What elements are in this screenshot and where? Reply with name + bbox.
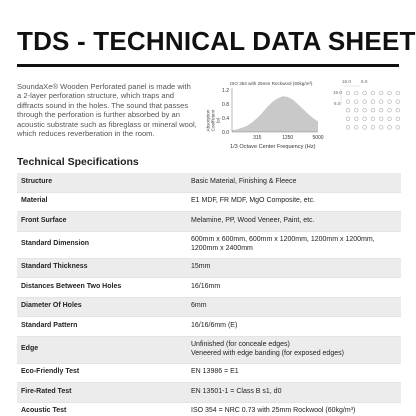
spec-value <box>191 368 401 377</box>
perforation-hole <box>354 91 358 95</box>
perforation-hole <box>346 108 350 112</box>
spec-value-line: 1200mm x 2400mm <box>191 244 253 252</box>
spec-value <box>191 302 401 311</box>
spec-value-line: EN 13501-1 = Class B s1, d0 <box>191 387 282 395</box>
chart-y-tick-label: 0.0 <box>222 129 229 136</box>
spec-value <box>191 283 401 292</box>
spec-value-line: Melamine, PP, Wood Veneer, Paint, etc. <box>191 216 315 224</box>
perforation-hole <box>371 126 375 130</box>
perforation-hole <box>363 117 367 121</box>
perforation-hole <box>371 117 375 121</box>
spec-label: Acoustic Test <box>21 407 67 415</box>
perforation-hole <box>371 100 375 104</box>
spec-value-line: E1 MDF, FR MDF, MgO Composite, etc. <box>191 197 316 205</box>
perforation-hole <box>388 126 392 130</box>
perforation-hole <box>388 117 392 121</box>
perforation-hole <box>354 126 358 130</box>
chart-y-tick-label: 0.8 <box>222 101 229 108</box>
chart-x-axis-label: 1/3 Octave Center Frequency (Hz) <box>230 144 316 150</box>
spec-row <box>17 173 401 193</box>
perforation-pattern-diagram <box>335 80 407 136</box>
chart-y-tick-label: 0.4 <box>222 115 229 122</box>
perforation-hole <box>346 117 350 121</box>
spec-label: Standard Pattern <box>21 321 78 329</box>
spec-value-line: 600mm x 600mm, 600mm x 1200mm, 1200mm x 1200mm, <box>191 235 375 243</box>
perforation-hole <box>363 126 367 130</box>
pattern-spacing-label: 16.0 <box>342 79 351 84</box>
perforation-hole <box>379 100 383 104</box>
spec-row <box>17 278 401 298</box>
perforation-hole <box>396 126 400 130</box>
perforation-hole <box>346 126 350 130</box>
absorption-chart <box>200 78 324 158</box>
perforation-hole <box>379 91 383 95</box>
spec-row <box>17 383 401 403</box>
perforation-hole <box>396 91 400 95</box>
perforation-hole <box>354 108 358 112</box>
chart-x-tick-label: 315 <box>253 135 262 141</box>
perforation-hole <box>371 108 375 112</box>
spec-row <box>17 364 401 384</box>
spec-row <box>17 232 401 259</box>
spec-label: Edge <box>21 345 39 353</box>
spec-value-line: EN 13986 = E1 <box>191 368 239 376</box>
perforation-hole <box>379 126 383 130</box>
spec-label: Standard Thickness <box>21 263 88 271</box>
spec-label: Front Surface <box>21 216 67 224</box>
spec-value <box>191 217 401 226</box>
perforation-hole <box>396 100 400 104</box>
perforation-hole <box>354 100 358 104</box>
pattern-hole-label: 6.0 <box>361 79 368 84</box>
pattern-side-spacing-label: 16.0 <box>333 90 342 95</box>
spec-row <box>17 298 401 318</box>
spec-value <box>191 341 401 358</box>
spec-value-line: Unfinished (for conceale edges) <box>191 340 290 348</box>
perforation-holes-grid <box>335 80 407 136</box>
spec-label: Fire-Rated Test <box>21 387 72 395</box>
chart-y-tick-label: 1.2 <box>222 87 229 94</box>
perforation-hole <box>371 91 375 95</box>
spec-value <box>191 388 401 397</box>
spec-label: Eco-Friendly Test <box>21 368 80 376</box>
title-underline <box>17 64 399 67</box>
perforation-hole <box>379 117 383 121</box>
perforation-hole <box>388 91 392 95</box>
perforation-hole <box>346 100 350 104</box>
perforation-hole <box>388 100 392 104</box>
spec-label: Distances Between Two Holes <box>21 282 122 290</box>
spec-value-line: 6mm <box>191 302 207 310</box>
spec-row <box>17 403 401 416</box>
spec-value <box>191 407 401 416</box>
perforation-hole <box>363 108 367 112</box>
absorption-area <box>232 96 318 132</box>
tech-specs-heading: Technical Specifications <box>17 156 139 168</box>
perforation-hole <box>363 100 367 104</box>
spec-value-line: Veneered with edge banding (for exposed edges) <box>191 349 344 357</box>
perforation-hole <box>396 108 400 112</box>
spec-label: Structure <box>21 177 53 185</box>
perforation-hole <box>354 117 358 121</box>
perforation-hole <box>363 91 367 95</box>
chart-y-axis-label: Absorption Coefficient (α) <box>205 109 221 132</box>
intro-paragraph: SoundaXe® Wooden Perforated panel is made with a 2-layer perforation structure, which traps and diffracts sound in the holes. The sound that passes through the perforation is further absorbed by an acoustic substrate such as fibreglass or mineral wool, which reduces reverberation in the room. <box>17 82 197 139</box>
spec-label: Material <box>21 197 48 205</box>
page-title: TDS - TECHNICAL DATA SHEET <box>17 26 416 56</box>
chart-x-tick-label: 1250 <box>282 135 294 141</box>
spec-value <box>191 263 401 272</box>
spec-value-line: 15mm <box>191 263 211 271</box>
perforation-hole <box>379 108 383 112</box>
chart-title: ISO 354 with 25mm Rockwool (60kg/m³) <box>230 81 313 86</box>
perforation-hole <box>388 108 392 112</box>
spec-value <box>191 178 401 187</box>
spec-value-line: ISO 354 = NRC 0.73 with 25mm Rockwool (60kg/m³) <box>191 407 356 415</box>
spec-value-line: 16/16mm <box>191 282 221 290</box>
spec-row <box>17 259 401 279</box>
perforation-hole <box>346 91 350 95</box>
pattern-side-hole-label: 6.0 <box>334 101 341 106</box>
spec-value-line: 16/16/6mm (E) <box>191 321 238 329</box>
spec-row <box>17 317 401 337</box>
spec-value-line: Basic Material, Finishing & Fleece <box>191 177 297 185</box>
spec-label: Standard Dimension <box>21 240 90 248</box>
spec-row <box>17 337 401 364</box>
spec-value <box>191 197 401 206</box>
spec-row <box>17 212 401 232</box>
spec-value <box>191 236 401 253</box>
spec-value <box>191 322 401 331</box>
spec-label: Diameter Of Holes <box>21 302 82 310</box>
perforation-hole <box>396 117 400 121</box>
spec-table <box>17 173 401 416</box>
chart-x-tick-label: 5000 <box>312 135 324 141</box>
spec-row <box>17 193 401 213</box>
